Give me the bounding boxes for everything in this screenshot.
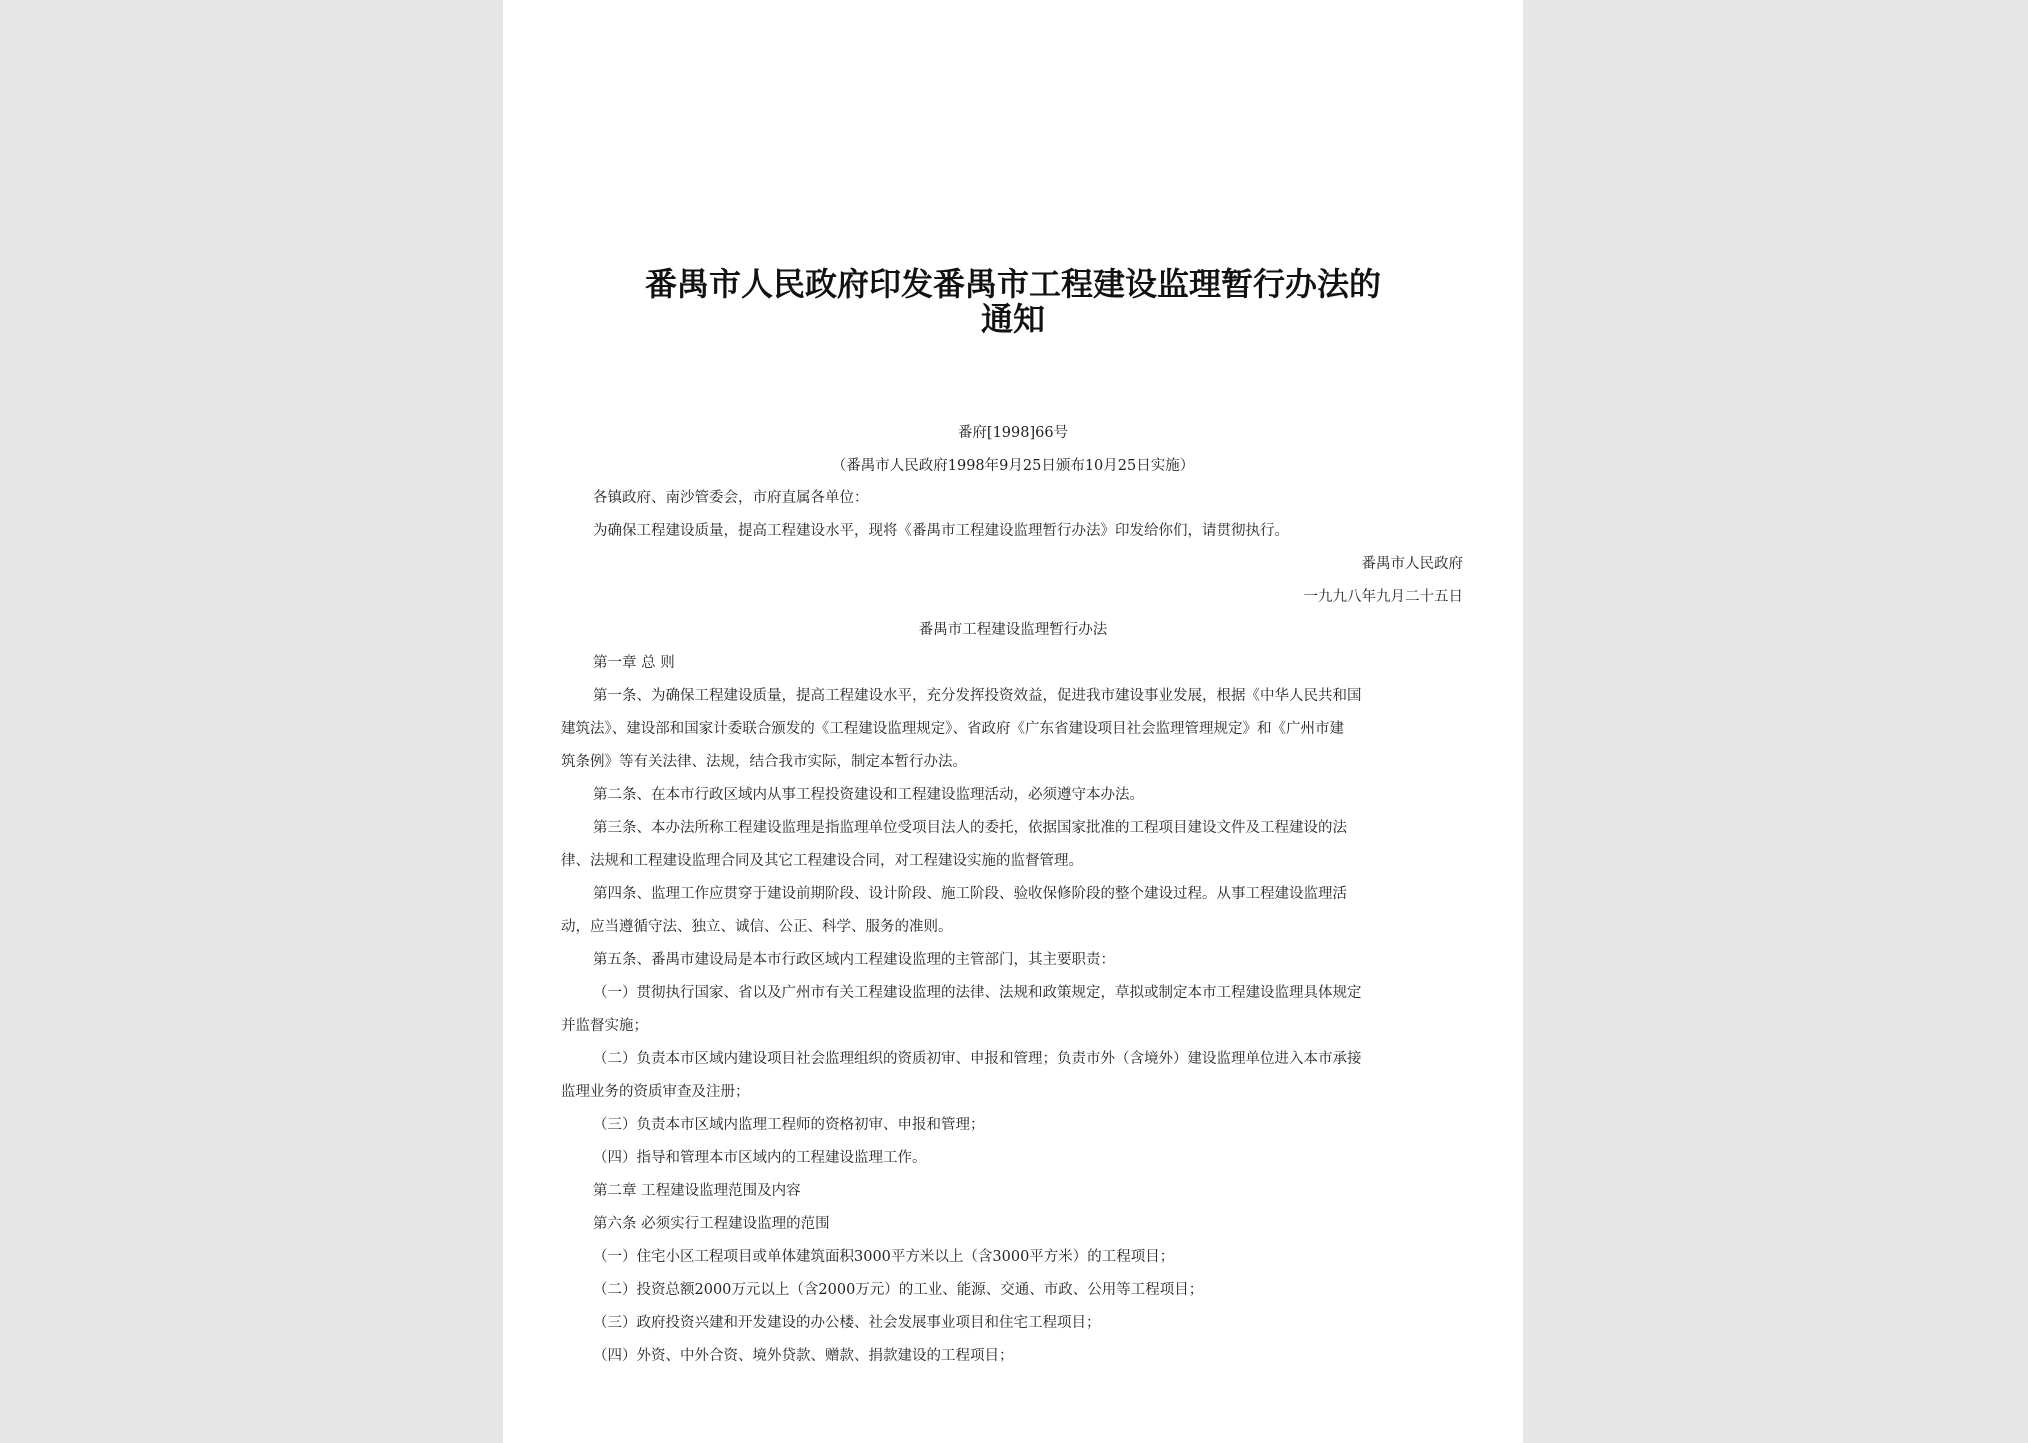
body-line: （二）负责本市区域内建设项目社会监理组织的资质初审、申报和管理；负责市外（含境外）建设监理单位进入本市承接 [593,1051,1362,1067]
body-line: （三）负责本市区域内监理工程师的资格初审、申报和管理； [593,1117,985,1133]
body-line: 动，应当遵循守法、独立、诚信、公正、科学、服务的准则。 [561,919,953,935]
body-line: 第五条、番禺市建设局是本市行政区域内工程建设监理的主管部门，其主要职责： [593,952,1115,968]
body-line: （四）外资、中外合资、境外贷款、赠款、捐款建设的工程项目； [593,1348,1014,1364]
document-number: 番府[1998]66号 [957,425,1069,441]
body-line: （一）贯彻执行国家、省以及广州市有关工程建设监理的法律、法规和政策规定，草拟或制定本市工程建设监理具体规定 [593,985,1362,1001]
body-line: 第二章 工程建设监理范围及内容 [593,1183,801,1199]
body-line: 监理业务的资质审查及注册； [561,1084,750,1100]
document-page [503,0,1523,1443]
body-line: 律、法规和工程建设监理合同及其它工程建设合同，对工程建设实施的监督管理。 [561,853,1083,869]
body-line: 建筑法》、建设部和国家计委联合颁发的《工程建设监理规定》、省政府《广东省建设项目社会监理管理规定》和《广州市建 [561,721,1344,737]
document-title-line-1: 番禺市人民政府印发番禺市工程建设监理暂行办法的 [644,265,1381,303]
body-line: 第六条 必须实行工程建设监理的范围 [593,1216,830,1232]
body-line: （二）投资总额2000万元以上（含2000万元）的工业、能源、交通、市政、公用等工程项目； [593,1282,1204,1298]
document-title-line-2: 通知 [980,300,1045,338]
addressee: 各镇政府、南沙管委会，市府直属各单位： [593,490,869,506]
body-line: 并监督实施； [561,1018,648,1034]
body-line: 第一条、为确保工程建设质量，提高工程建设水平，充分发挥投资效益，促进我市建设事业发展，根据《中华人民共和国 [593,688,1362,704]
body-line: 筑条例》等有关法律、法规，结合我市实际，制定本暂行办法。 [561,754,967,770]
body-line: 第三条、本办法所称工程建设监理是指监理单位受项目法人的委托，依据国家批准的工程项目建设文件及工程建设的法 [593,820,1347,836]
body-line: （三）政府投资兴建和开发建设的办公楼、社会发展事业项目和住宅工程项目； [593,1315,1101,1331]
body-line: 第一章 总 则 [593,655,675,671]
body-line: 第二条、在本市行政区域内从事工程投资建设和工程建设监理活动，必须遵守本办法。 [593,787,1144,803]
issue-date: 一九九八年九月二十五日 [1303,589,1463,605]
body-line: （一）住宅小区工程项目或单体建筑面积3000平方米以上（含3000平方米）的工程项目； [593,1249,1175,1265]
body-line: 第四条、监理工作应贯穿于建设前期阶段、设计阶段、施工阶段、验收保修阶段的整个建设过程。从事工程建设监理活 [593,886,1347,902]
regulation-title: 番禺市工程建设监理暂行办法 [918,622,1108,638]
body-line: （四）指导和管理本市区域内的工程建设监理工作。 [593,1150,927,1166]
intro-paragraph: 为确保工程建设质量，提高工程建设水平，现将《番禺市工程建设监理暂行办法》印发给你们，请贯彻执行。 [593,523,1289,539]
issuer-signature: 番禺市人民政府 [1361,556,1463,572]
issuance-note: （番禺市人民政府1998年9月25日颁布10月25日实施） [831,458,1195,474]
